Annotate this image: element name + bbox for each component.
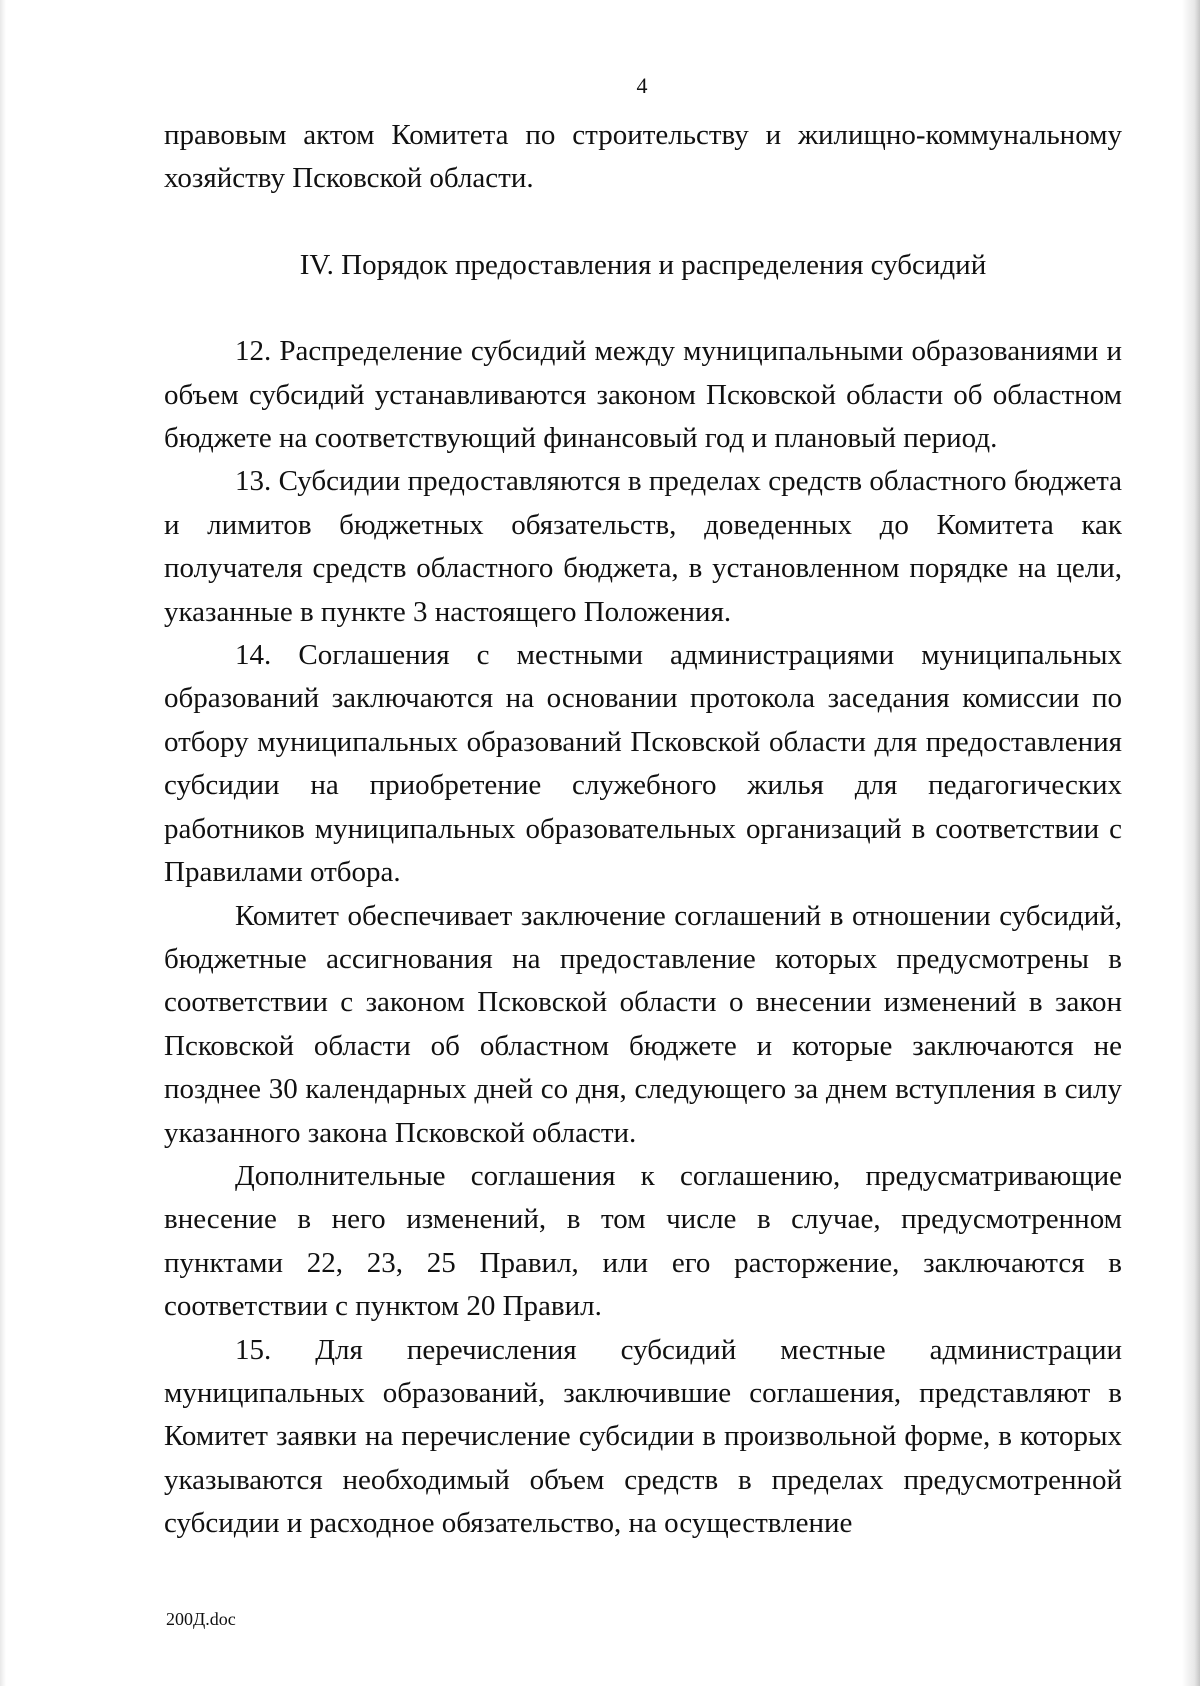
spacer: [164, 287, 1122, 330]
scan-edge-left: [0, 0, 6, 1686]
paragraph-15: 15. Для перечисления субсидий местные администрации муниципальных образований, заключившие соглашения, представляют в Комитет заявки на перечисление субсидии в произвольной форме, в которых указываются необходимый объем средств в пределах предусмотренной субсидии и расходное обязательство, на осуществление: [164, 1333, 1122, 1540]
scan-edge-right: [1182, 0, 1200, 1686]
paragraph-13: 13. Субсидии предоставляются в пределах средств областного бюджета и лимитов бюджетных обязательств, доведенных до Комитета как получателя средств областного бюджета, в установленном порядке на цели, указанные в пункте 3 настоящего Положения.: [164, 465, 1122, 628]
paragraph-committee-agreements: Комитет обеспечивает заключение соглашений в отношении субсидий, бюджетные ассигнования на предоставление которых предусмотрены в соответствии с законом Псковской области о внесении изменений в закон Псковской области об областном бюджете и которые заключаются не позднее 30 календарных дней со дня, следующего за днем вступления в силу указанного закона Псковской области.: [164, 899, 1122, 1149]
intro-paragraph: правовым актом Комитета по строительству и жилищно-коммунальному хозяйству Псковской области.: [164, 119, 1122, 195]
paragraph-14: 14. Соглашения с местными администрациями муниципальных образований заключаются на основании протокола заседания комиссии по отбору муниципальных образований Псковской области для предоставления субсидии на приобретение служебного жилья для педагогических работников муниципальных образовательных организаций в соответствии с Правилами отбора.: [164, 639, 1122, 889]
spacer: [164, 201, 1122, 244]
section-heading: IV. Порядок предоставления и распределения субсидий: [299, 248, 987, 281]
document-body: [164, 114, 1122, 1546]
page-number: 4: [636, 73, 648, 98]
paragraph-12: 12. Распределение субсидий между муниципальными образованиями и объем субсидий устанавливаются законом Псковской области об областном бюджете на соответствующий финансовый год и плановый период.: [164, 335, 1122, 455]
footer-filename: 200Д.doc: [166, 1609, 236, 1629]
paragraph-additional-agreements: Дополнительные соглашения к соглашению, предусматривающие внесение в него изменений, в том числе в случае, предусмотренном пунктами 22, 23, 25 Правил, или его расторжение, заключаются в соответствии с пунктом 20 Правил.: [164, 1159, 1122, 1323]
